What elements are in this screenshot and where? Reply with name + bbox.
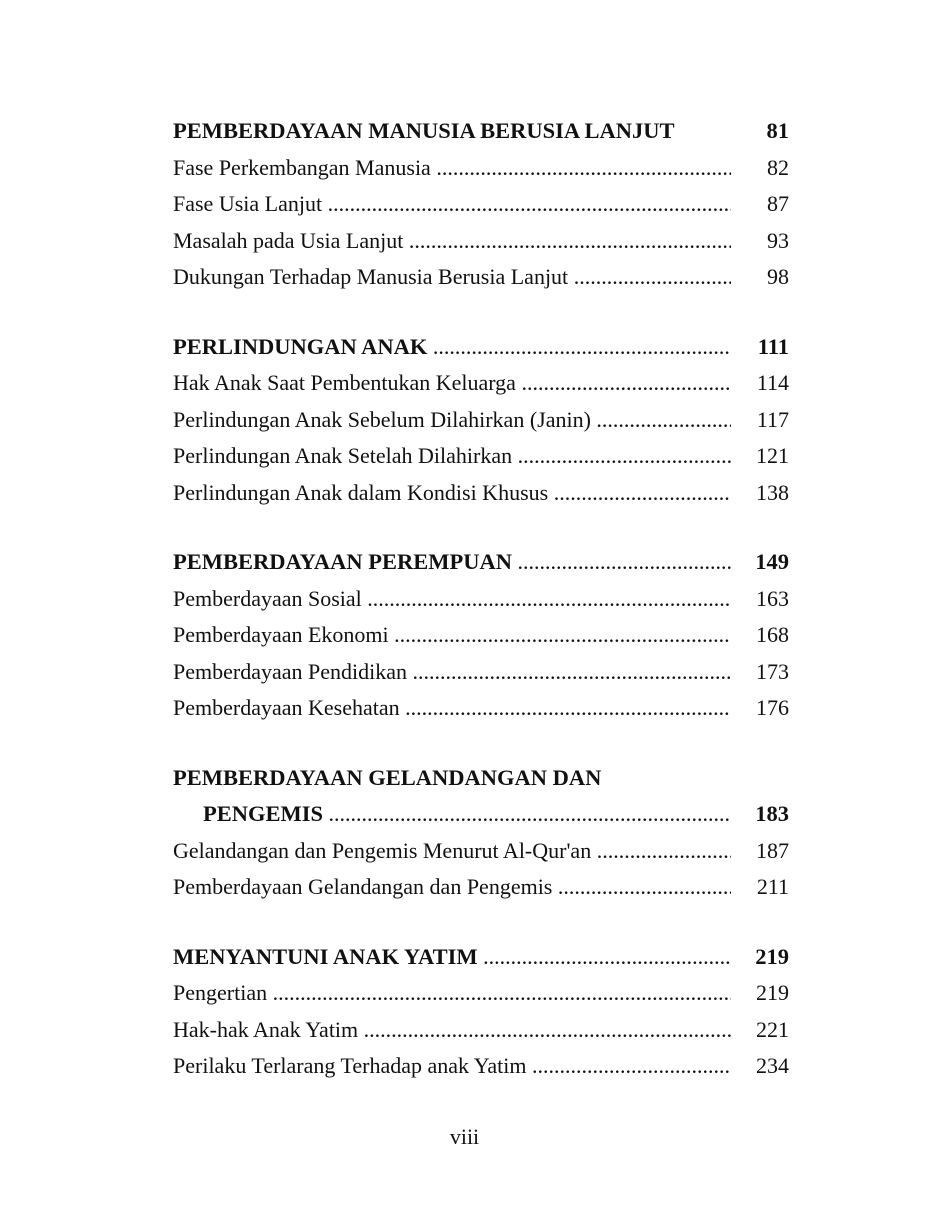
entry-page: 168 xyxy=(756,622,789,647)
section-spacer xyxy=(173,906,789,939)
toc-entry[interactable] xyxy=(173,654,789,691)
entry-title: Gelandangan dan Pengemis Menurut Al-Qur'an ..... xyxy=(173,833,731,870)
page-number-footer: viii xyxy=(449,1124,480,1149)
entry-page: 98 xyxy=(767,264,789,289)
toc-entry[interactable] xyxy=(173,869,789,906)
entry-page: 82 xyxy=(767,154,789,180)
toc-entry[interactable] xyxy=(173,150,789,187)
toc-entry[interactable] xyxy=(173,1012,789,1049)
toc-chapter-line1[interactable] xyxy=(173,760,789,797)
toc-entry[interactable] xyxy=(173,475,789,512)
toc-chapter[interactable] xyxy=(173,544,789,581)
section-spacer xyxy=(173,511,789,544)
entry-title: Fase Perkembangan Manusia ..... xyxy=(173,150,731,187)
chapter-title-line2: PENGEMIS ..... xyxy=(203,796,731,833)
chapter-page: 81 xyxy=(766,118,789,143)
entry-title: Perlindungan Anak Setelah Dilahirkan ..... xyxy=(173,438,731,475)
toc-entry[interactable] xyxy=(173,402,789,439)
toc-entry[interactable] xyxy=(173,223,789,260)
toc-entry[interactable] xyxy=(173,1048,789,1085)
toc-entry[interactable] xyxy=(173,617,789,654)
entry-title: Pemberdayaan Pendidikan ..... xyxy=(173,654,731,691)
entry-page: 163 xyxy=(756,585,789,611)
toc-entry[interactable] xyxy=(173,690,789,727)
entry-page: 187 xyxy=(756,837,789,863)
entry-title: Pemberdayaan Kesehatan ..... xyxy=(173,690,731,727)
entry-page: 176 xyxy=(756,695,789,720)
entry-page: 234 xyxy=(756,1053,789,1078)
entry-title: Pemberdayaan Ekonomi ..... xyxy=(173,617,731,654)
entry-page: 114 xyxy=(756,370,789,395)
toc-entry[interactable] xyxy=(173,581,789,618)
entry-title: Pengertian ..... xyxy=(173,975,731,1012)
toc-entry[interactable] xyxy=(173,975,789,1012)
entry-page: 121 xyxy=(756,443,789,468)
table-of-contents xyxy=(173,113,789,1085)
toc-chapter[interactable] xyxy=(173,939,789,976)
chapter-page: 149 xyxy=(755,549,789,574)
entry-title: Hak Anak Saat Pembentukan Keluarga ..... xyxy=(173,365,731,402)
entry-page: 93 xyxy=(767,227,789,253)
entry-title: Perlindungan Anak Sebelum Dilahirkan (Janin) ..... xyxy=(173,402,731,439)
chapter-title: MENYANTUNI ANAK YATIM ..... xyxy=(173,939,731,976)
chapter-page: 183 xyxy=(755,801,789,826)
toc-entry[interactable] xyxy=(173,186,789,223)
entry-page: 211 xyxy=(756,874,789,899)
toc-chapter[interactable] xyxy=(173,329,789,366)
entry-title: Pemberdayaan Sosial ..... xyxy=(173,581,731,618)
chapter-title-line1: PEMBERDAYAAN GELANDANGAN DAN xyxy=(173,764,602,790)
entry-page: 87 xyxy=(767,191,789,216)
toc-entry[interactable] xyxy=(173,365,789,402)
entry-title: Hak-hak Anak Yatim ..... xyxy=(173,1012,731,1049)
entry-title: Dukungan Terhadap Manusia Berusia Lanjut ..... xyxy=(173,259,731,296)
entry-title: Masalah pada Usia Lanjut ..... xyxy=(173,223,731,260)
chapter-title: PEMBERDAYAAN MANUSIA BERUSIA LANJUT xyxy=(173,118,675,143)
chapter-title: PEMBERDAYAAN PEREMPUAN ..... xyxy=(173,544,731,581)
toc-entry[interactable] xyxy=(173,259,789,296)
toc-entry[interactable] xyxy=(173,833,789,870)
toc-chapter-line2[interactable] xyxy=(173,796,789,833)
chapter-page: 111 xyxy=(757,333,789,359)
entry-page: 117 xyxy=(756,406,789,432)
toc-entry[interactable] xyxy=(173,438,789,475)
entry-title: Fase Usia Lanjut ..... xyxy=(173,186,731,223)
section-spacer xyxy=(173,727,789,760)
section-spacer xyxy=(173,296,789,329)
entry-title: Perilaku Terlarang Terhadap anak Yatim ..... xyxy=(173,1048,731,1085)
entry-title: Perlindungan Anak dalam Kondisi Khusus ..... xyxy=(173,475,731,512)
toc-chapter[interactable] xyxy=(173,113,789,150)
entry-title: Pemberdayaan Gelandangan dan Pengemis ..... xyxy=(173,869,731,906)
entry-page: 219 xyxy=(756,980,789,1005)
chapter-page: 219 xyxy=(755,943,789,969)
chapter-title: PERLINDUNGAN ANAK ..... xyxy=(173,329,731,366)
entry-page: 221 xyxy=(756,1016,789,1042)
entry-page: 138 xyxy=(756,479,789,505)
entry-page: 173 xyxy=(756,658,789,684)
